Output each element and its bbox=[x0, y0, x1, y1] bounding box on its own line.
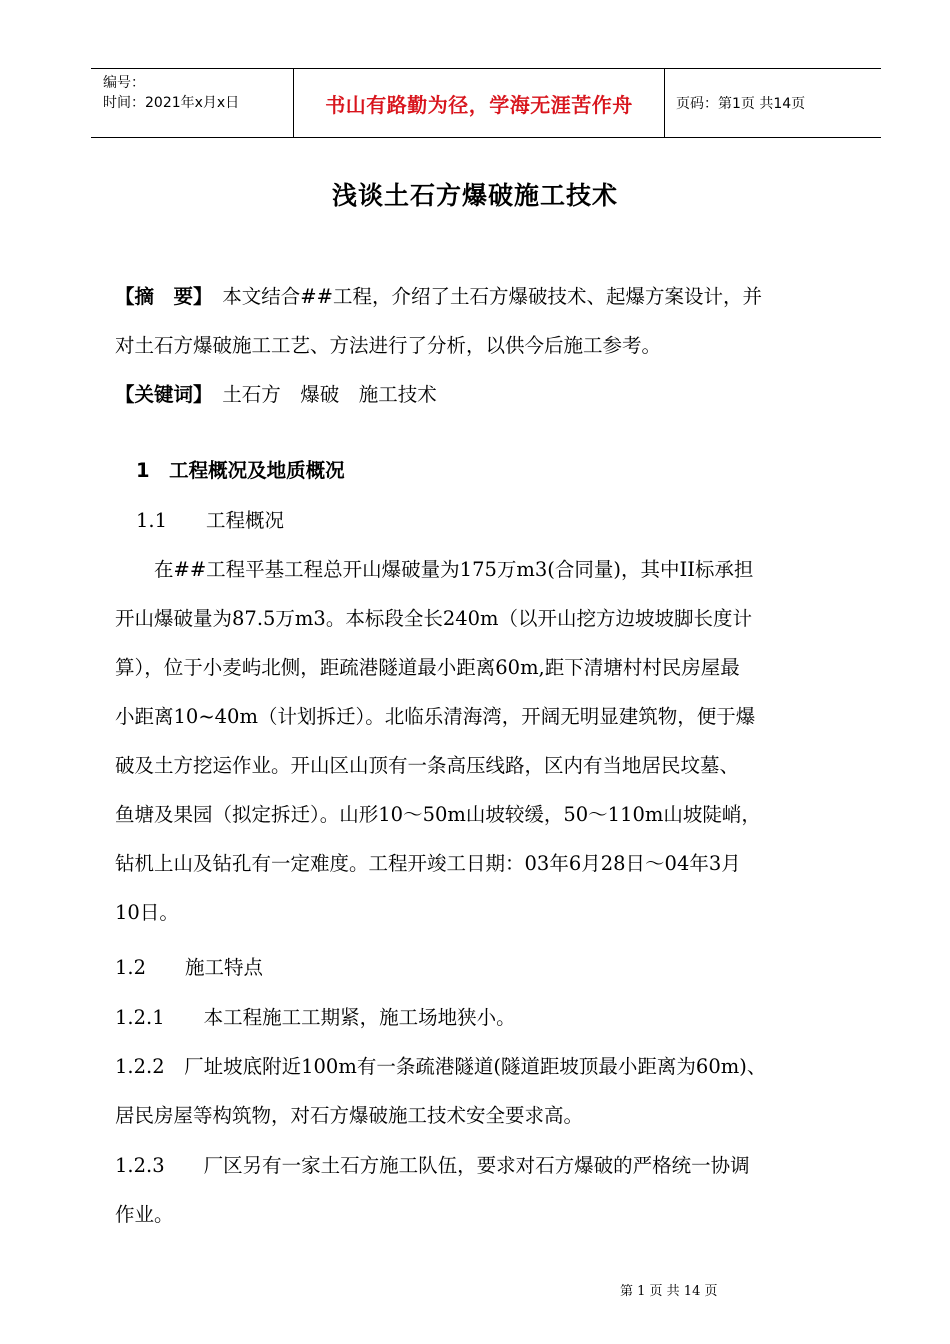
abstract-text-1: 本文结合##工程，介绍了土石方爆破技术、起爆方案设计，并 bbox=[222, 285, 762, 308]
item-1-2-1: 1.2.1 本工程施工工期紧，施工场地狭小。 bbox=[115, 1006, 516, 1029]
body-line: 小距离10~40m（计划拆迁）。北临乐清海湾，开阔无明显建筑物，便于爆 bbox=[115, 705, 756, 728]
keywords-line bbox=[115, 370, 865, 419]
header-meta bbox=[91, 69, 293, 137]
item-1-2-3-line-1: 1.2.3 厂区另有一家土石方施工队伍，要求对石方爆破的严格统一协调 bbox=[115, 1154, 750, 1177]
body-line: 10日。 bbox=[115, 901, 179, 924]
document-header bbox=[91, 68, 881, 138]
item-1-2-3-line-2: 作业。 bbox=[115, 1203, 174, 1226]
body-line: 鱼塘及果园（拟定拆迁）。山形10～50m山坡较缓，50～110m山坡陡峭， bbox=[115, 803, 761, 826]
abstract-line-2: 对土石方爆破施工工艺、方法进行了分析，以供今后施工参考。 bbox=[115, 334, 662, 357]
body-line: 算），位于小麦屿北侧，距疏港隧道最小距离60m,距下清塘村村民房屋最 bbox=[115, 656, 740, 679]
header-motto: 书山有路勤为径，学海无涯苦作舟 bbox=[293, 69, 665, 137]
body-line: 在##工程平基工程总开山爆破量为175万m3(合同量)，其中II标承担 bbox=[115, 558, 754, 581]
item-1-2-2-line-1: 1.2.2 厂址坡底附近100m有一条疏港隧道(隧道距坡顶最小距离为60m)、 bbox=[115, 1055, 767, 1078]
abstract-line-1 bbox=[115, 272, 865, 321]
keywords-text: 土石方 爆破 施工技术 bbox=[222, 383, 437, 406]
header-number: 编号： bbox=[103, 75, 145, 91]
abstract-label: 【摘 要】 bbox=[115, 285, 203, 308]
section-1-1-heading: 1.1 工程概况 bbox=[136, 509, 285, 532]
body-line: 破及土方挖运作业。开山区山顶有一条高压线路，区内有当地居民坟墓、 bbox=[115, 754, 740, 777]
body-line: 开山爆破量为87.5万m3。本标段全长240m（以开山挖方边坡坡脚长度计 bbox=[115, 607, 753, 630]
header-time: 时间：2021年x月x日 bbox=[103, 95, 240, 111]
section-1-heading: 1 工程概况及地质概况 bbox=[136, 459, 345, 482]
header-page-info: 页码：第1页 共14页 bbox=[676, 96, 806, 112]
item-1-2-2-line-2: 居民房屋等构筑物，对石方爆破施工技术安全要求高。 bbox=[115, 1104, 584, 1127]
body-line: 钻机上山及钻孔有一定难度。工程开竣工日期：03年6月28日～04年3月 bbox=[115, 852, 741, 875]
keywords-label: 【关键词】 bbox=[115, 383, 203, 406]
footer-page-number: 第 1 页 共 14 页 bbox=[620, 1284, 718, 1299]
section-1-2-heading: 1.2 施工特点 bbox=[115, 956, 264, 979]
document-title: 浅谈土石方爆破施工技术 bbox=[331, 181, 618, 210]
